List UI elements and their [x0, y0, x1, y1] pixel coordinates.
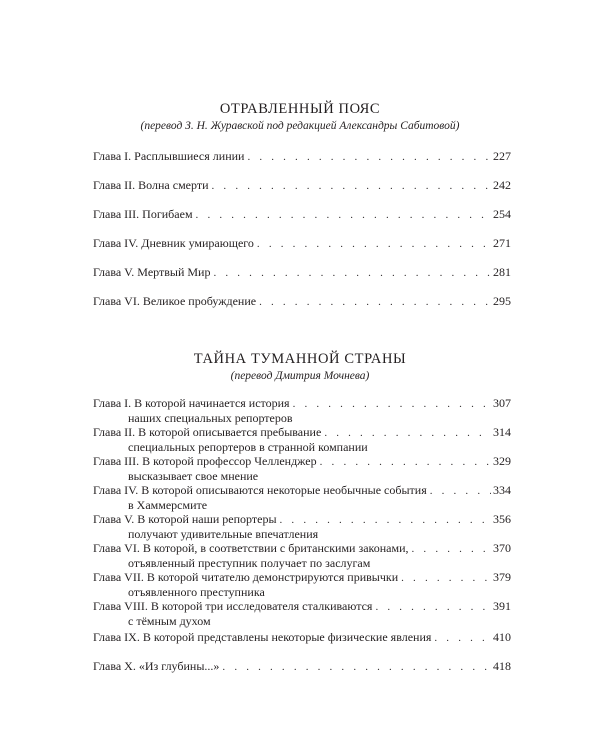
- toc-entry-continuation: отъявленного преступника: [128, 585, 265, 599]
- toc-entry-title: Глава VI. Великое пробуждение: [93, 294, 257, 308]
- toc-entry-page: 295: [493, 294, 511, 308]
- toc-entry[interactable]: [93, 178, 511, 193]
- dot-leader: [324, 426, 491, 440]
- dot-leader: [257, 237, 491, 251]
- dot-leader: [430, 484, 491, 498]
- toc-entry[interactable]: [93, 599, 511, 628]
- dot-leader: [222, 660, 491, 674]
- toc-entry-page: 329: [493, 454, 511, 468]
- toc-entry-continuation: высказывает свое мнение: [128, 469, 259, 483]
- toc-entry-title: Глава VI. В которой, в соответствии с британскими законами,: [93, 541, 409, 555]
- toc-entry-title: Глава IV. В которой описываются некоторые необычные события: [93, 483, 427, 497]
- toc-entry[interactable]: [93, 454, 511, 483]
- toc-entry-continuation: получают удивительные впечатления: [128, 527, 319, 541]
- toc-entry-title: Глава II. В которой описывается пребывание: [93, 425, 322, 439]
- dot-leader: [213, 266, 491, 280]
- toc-entry[interactable]: [93, 541, 511, 570]
- toc-entry-page: 391: [493, 599, 511, 613]
- dot-leader: [401, 571, 491, 585]
- toc-entry-continuation: с тёмным духом: [128, 614, 211, 628]
- toc-entry[interactable]: [93, 265, 511, 280]
- toc-entry[interactable]: [93, 294, 511, 309]
- toc-entry-page: 379: [493, 570, 511, 584]
- toc-entry-page: 307: [493, 396, 511, 410]
- dot-leader: [247, 150, 491, 164]
- section-title-poison-belt: ОТРАВЛЕННЫЙ ПОЯС: [219, 101, 381, 117]
- dot-leader: [320, 455, 491, 469]
- toc-entry-title: Глава V. Мертвый Мир: [93, 265, 211, 279]
- toc-entry-page: 242: [493, 178, 511, 192]
- dot-leader: [196, 208, 491, 222]
- toc-entry-title: Глава V. В которой наши репортеры: [93, 512, 277, 526]
- toc-entry-continuation: наших специальных репортеров: [128, 411, 293, 425]
- toc-entry-title: Глава II. Волна смерти: [93, 178, 209, 192]
- toc-entry-page: 314: [493, 425, 511, 439]
- toc-entry-page: 370: [493, 541, 511, 555]
- toc-entry-page: 356: [493, 512, 511, 526]
- toc-entry-page: 418: [493, 659, 511, 673]
- toc-entry-page: 254: [493, 207, 511, 221]
- toc-entry[interactable]: [93, 512, 511, 541]
- dot-leader: [434, 631, 491, 645]
- toc-entry[interactable]: [93, 149, 511, 164]
- dot-leader: [293, 397, 491, 411]
- toc-entry-title: Глава III. Погибаем: [93, 207, 193, 221]
- toc-entry[interactable]: [93, 425, 511, 454]
- toc-entry-title: Глава I. В которой начинается история: [93, 396, 290, 410]
- toc-entry-page: 227: [493, 149, 511, 163]
- toc-entry-continuation: отъявленный преступник получает по заслугам: [128, 556, 371, 570]
- toc-entry-title: Глава III. В которой профессор Челленджер: [93, 454, 317, 468]
- toc-entry[interactable]: [93, 483, 511, 512]
- toc-entry-page: 271: [493, 236, 511, 250]
- toc-entry[interactable]: [93, 570, 511, 599]
- toc-entry-title: Глава VII. В которой читателю демонстрируются привычки: [93, 570, 399, 584]
- toc-entry-title: Глава IX. В которой представлены некоторые физические явления: [93, 630, 432, 644]
- toc-entry-title: Глава X. «Из глубины...»: [93, 659, 220, 673]
- toc-entry-page: 281: [493, 265, 511, 279]
- section-title-misty-land: ТАЙНА ТУМАННОЙ СТРАНЫ: [193, 351, 407, 367]
- dot-leader: [259, 295, 491, 309]
- toc-entry[interactable]: [93, 396, 511, 425]
- toc-entry-page: 410: [493, 630, 511, 644]
- dot-leader: [280, 513, 491, 527]
- section-subtitle-misty-land: (перевод Дмитрия Мочнева): [230, 370, 370, 382]
- toc-entry-continuation: специальных репортеров в странной компании: [128, 440, 368, 454]
- toc-entry[interactable]: [93, 207, 511, 222]
- toc-entry[interactable]: [93, 659, 511, 674]
- toc-entry-continuation: в Хаммерсмите: [128, 498, 208, 512]
- toc-entry-title: Глава IV. Дневник умирающего: [93, 236, 254, 250]
- toc-entry[interactable]: [93, 236, 511, 251]
- dot-leader: [412, 542, 491, 556]
- toc-entry-title: Глава I. Расплывшиеся линии: [93, 149, 245, 163]
- toc-entry-page: 334: [493, 483, 511, 497]
- dot-leader: [375, 600, 491, 614]
- toc-entry-title: Глава VIII. В которой три исследователя сталкиваются: [93, 599, 373, 613]
- toc-entry[interactable]: [93, 630, 511, 645]
- dot-leader: [212, 179, 491, 193]
- section-subtitle-poison-belt: (перевод З. Н. Журавской под редакцией Александры Сабитовой): [140, 120, 460, 132]
